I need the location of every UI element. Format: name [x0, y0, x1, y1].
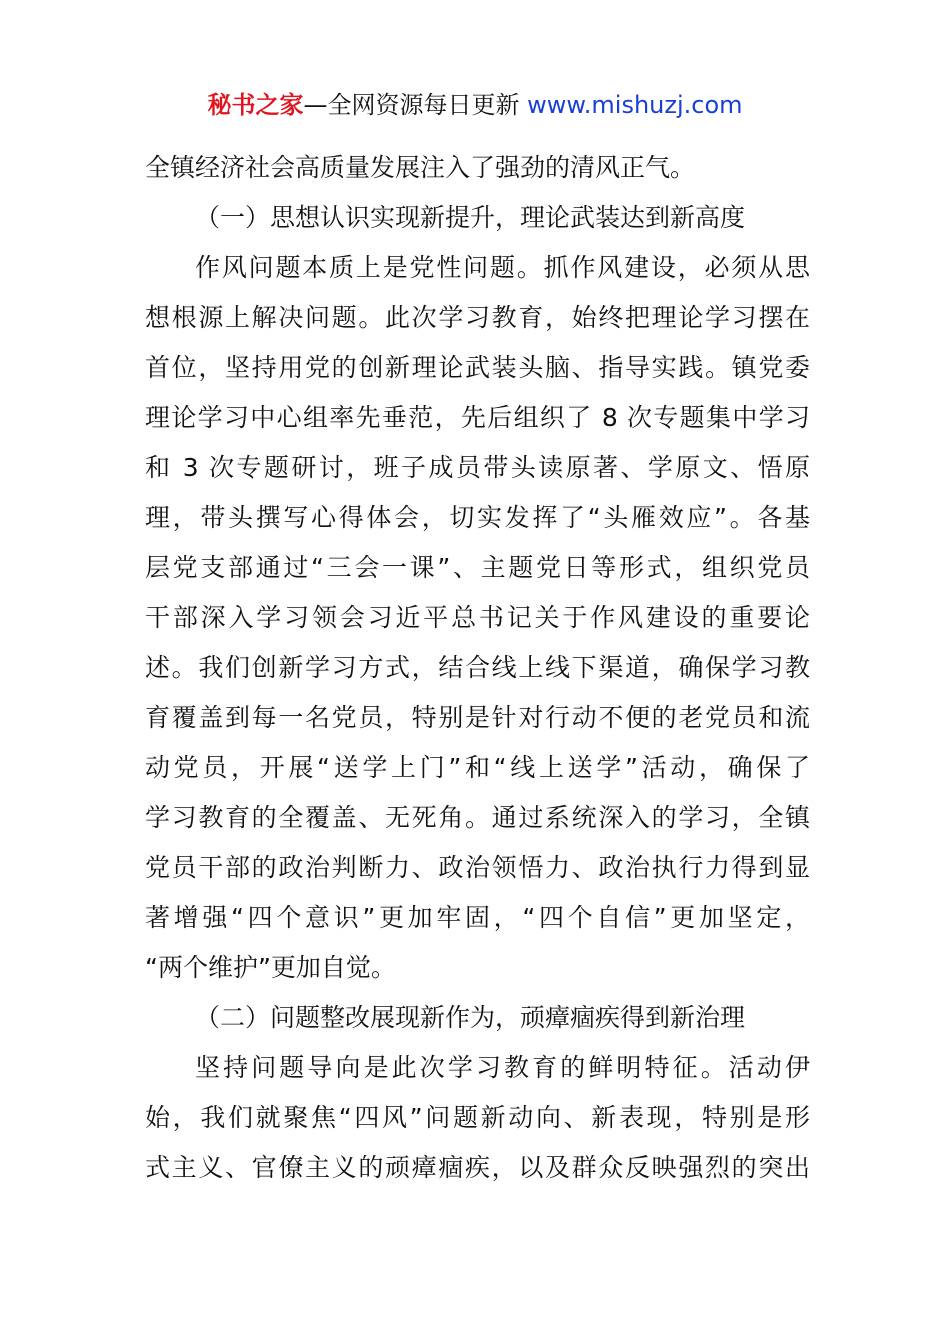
section-heading-1: （一）思想认识实现新提升，理论武装达到新高度: [195, 203, 746, 232]
document-body: [145, 143, 810, 1193]
text-line: 党员干部的政治判断力、政治领悟力、政治执行力得到显: [145, 853, 810, 882]
text-line: 学习教育的全覆盖、无死角。通过系统深入的学习，全镇: [145, 803, 810, 832]
section-heading-2: （二）问题整改展现新作为，顽瘴痼疾得到新治理: [195, 1003, 746, 1032]
text-line: 始，我们就聚焦“四风”问题新动向、新表现，特别是形: [145, 1103, 810, 1132]
text-line: 干部深入学习领会习近平总书记关于作风建设的重要论: [145, 603, 810, 632]
text-line: 坚持问题导向是此次学习教育的鲜明特征。活动伊: [195, 1053, 810, 1082]
text-line: 全镇经济社会高质量发展注入了强劲的清风正气。: [145, 153, 696, 182]
text-line: 育覆盖到每一名党员，特别是针对行动不便的老党员和流: [145, 703, 810, 732]
text-line: 层党支部通过“三会一课”、主题党日等形式，组织党员: [145, 553, 810, 582]
text-line: 理，带头撰写心得体会，切实发挥了“头雁效应”。各基: [145, 503, 810, 532]
text-line: 理论学习中心组率先垂范，先后组织了 8 次专题集中学习: [145, 403, 810, 432]
text-line: 著增强“四个意识”更加牢固，“四个自信”更加坚定，: [145, 903, 810, 932]
text-line: 式主义、官僚主义的顽瘴痼疾，以及群众反映强烈的突出: [145, 1153, 810, 1182]
text-line: 述。我们创新学习方式，结合线上线下渠道，确保学习教: [145, 653, 810, 682]
text-line: 作风问题本质上是党性问题。抓作风建设，必须从思: [195, 253, 810, 282]
text-line: “两个维护”更加自觉。: [145, 953, 396, 982]
text-line: 首位，坚持用党的创新理论武装头脑、指导实践。镇党委: [145, 353, 810, 382]
brand-name: 秘书之家: [207, 91, 304, 119]
header-tagline: —全网资源每日更新: [303, 91, 528, 119]
text-line: 和 3 次专题研讨，班子成员带头读原著、学原文、悟原: [145, 453, 810, 482]
site-url-link[interactable]: www.mishuzj.com: [527, 91, 743, 119]
text-line: 动党员，开展“送学上门”和“线上送学”活动，确保了: [145, 753, 810, 782]
site-header: [0, 88, 950, 122]
text-line: 想根源上解决问题。此次学习教育，始终把理论学习摆在: [145, 303, 810, 332]
